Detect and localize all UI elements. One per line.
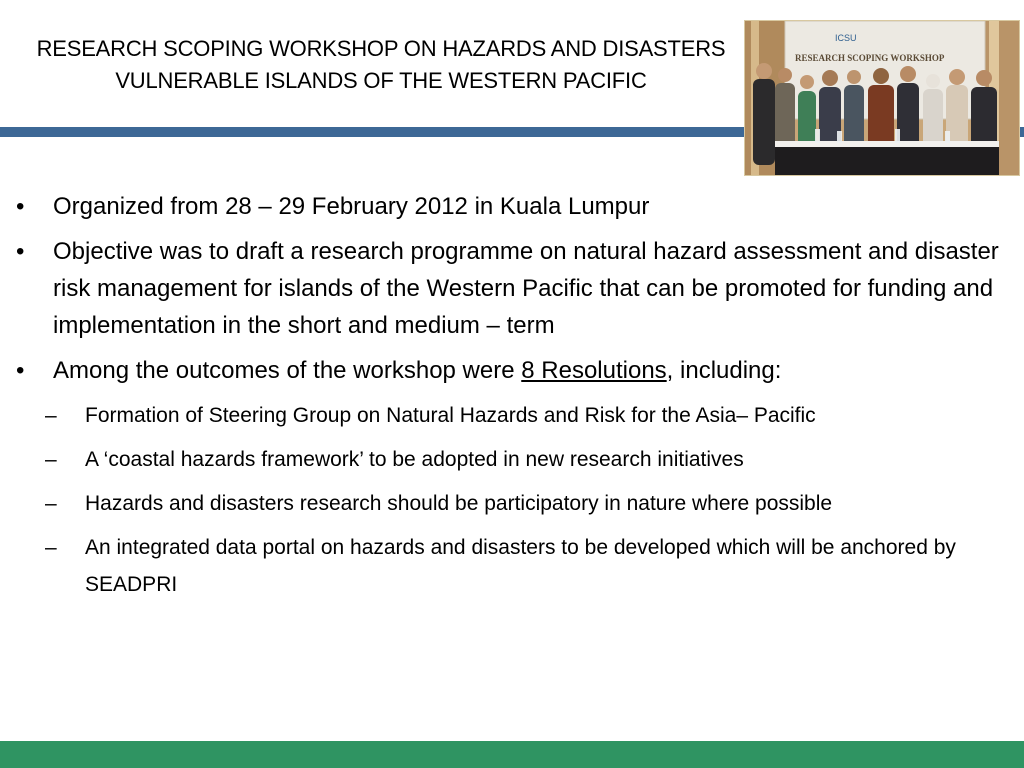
- bullet-marker: •: [16, 357, 25, 384]
- slide-title-line-1: RESEARCH SCOPING WORKSHOP ON HAZARDS AND DISASTERS: [36, 36, 726, 61]
- sub-bullet-text: An integrated data portal on hazards and disasters to be developed which will be anchored by SEADPRI: [85, 536, 956, 596]
- bullet-item: [14, 188, 1004, 225]
- footer-bar: [0, 741, 1024, 768]
- banner-logo: ICSU: [835, 33, 857, 43]
- sub-bullet-item: [14, 441, 1004, 478]
- dash-marker: –: [45, 448, 57, 471]
- bullet-item: [14, 233, 1004, 344]
- banner-text: RESEARCH SCOPING WORKSHOP: [795, 53, 945, 63]
- bullet-marker: •: [16, 193, 25, 220]
- content-list: [14, 188, 1004, 610]
- workshop-group-photo: [744, 20, 1020, 176]
- bullet-item: [14, 352, 1004, 389]
- dash-marker: –: [45, 536, 57, 559]
- bullet-text-prefix: Among the outcomes of the workshop were: [53, 357, 522, 384]
- sub-bullet-item: [14, 485, 1004, 522]
- sub-bullet-text: Formation of Steering Group on Natural Hazards and Risk for the Asia– Pacific: [85, 404, 816, 427]
- slide-title: [14, 33, 748, 97]
- bullet-text: Objective was to draft a research programme on natural hazard assessment and disaster risk management for islands of the Western Pacific that can be promoted for funding and implementation in the short and medium – term: [53, 238, 999, 339]
- sub-bullet-text: Hazards and disasters research should be participatory in nature where possible: [85, 492, 833, 515]
- slide-title-line-2: VULNERABLE ISLANDS OF THE WESTERN PACIFIC: [115, 68, 647, 93]
- bullet-marker: •: [16, 238, 25, 265]
- sub-bullet-item: [14, 397, 1004, 434]
- dash-marker: –: [45, 404, 57, 427]
- sub-bullet-text: A ‘coastal hazards framework’ to be adopted in new research initiatives: [85, 448, 744, 471]
- dash-marker: –: [45, 492, 57, 515]
- resolutions-link[interactable]: 8 Resolutions: [521, 357, 667, 384]
- bullet-text: Organized from 28 – 29 February 2012 in Kuala Lumpur: [53, 193, 650, 220]
- sub-bullet-item: [14, 529, 1004, 603]
- bullet-text-suffix: , including:: [666, 357, 782, 384]
